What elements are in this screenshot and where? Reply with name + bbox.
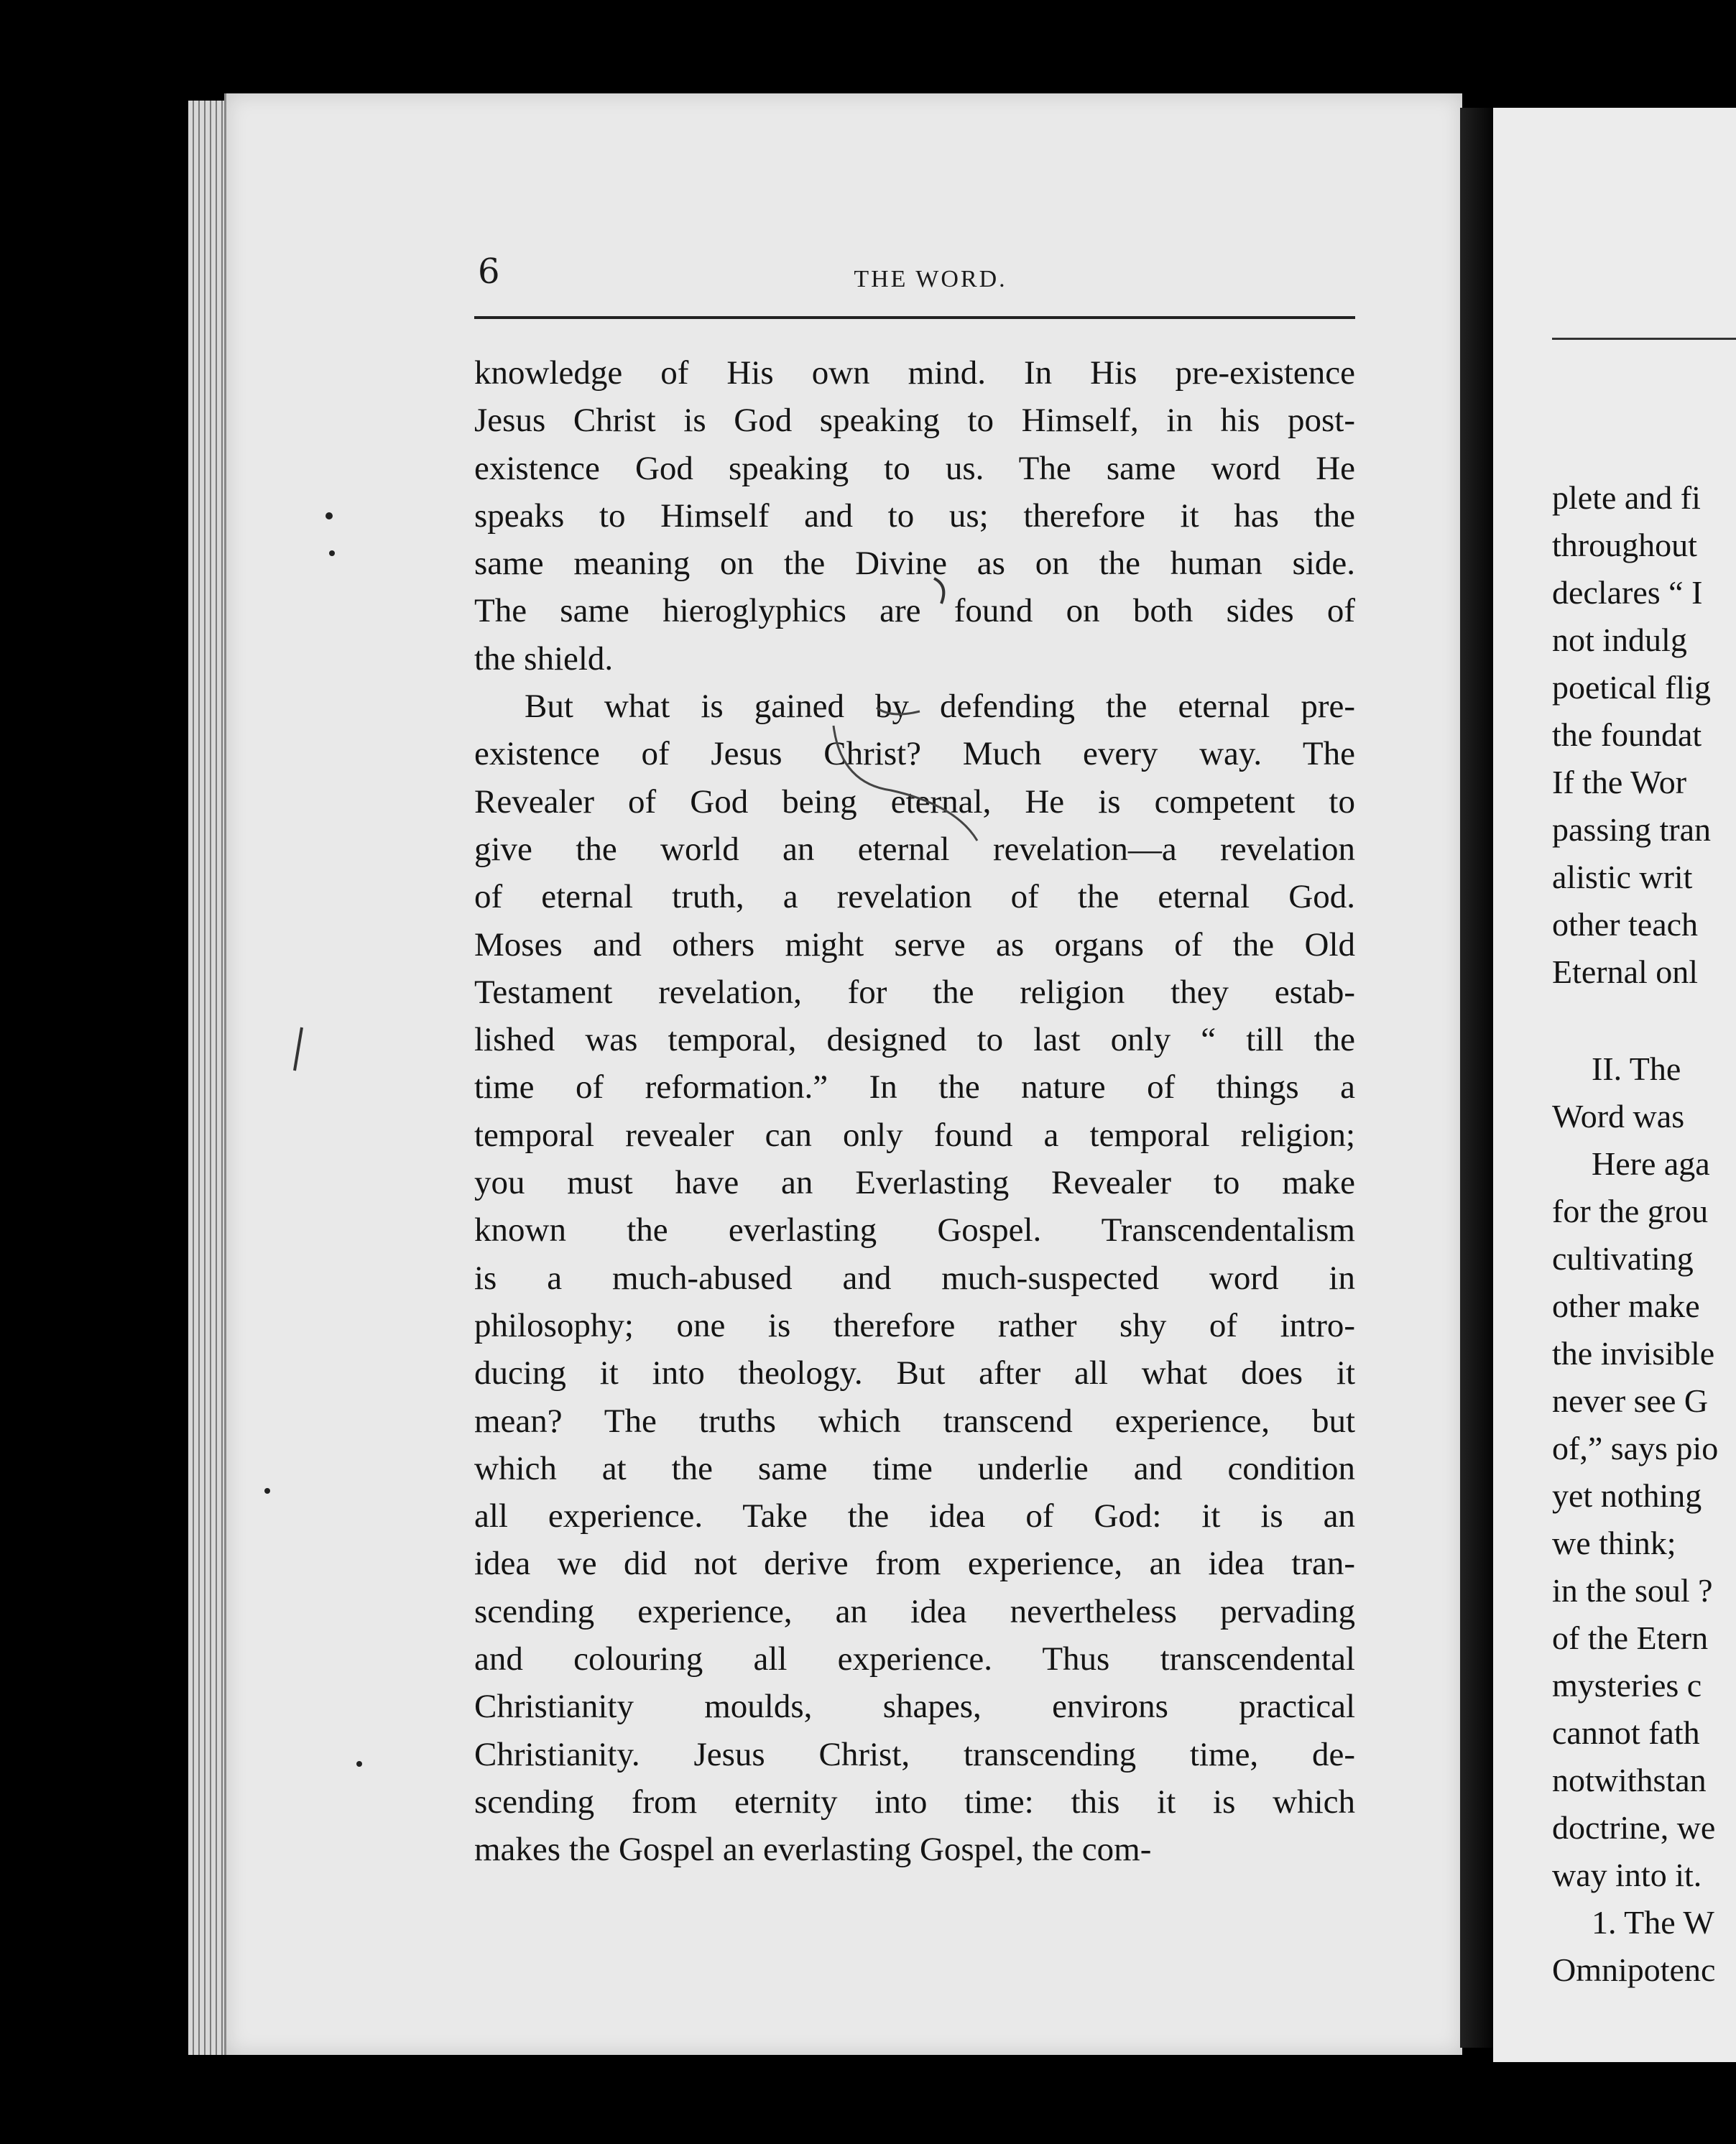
text-line: scending experience, an idea nevertheless pervading bbox=[474, 1592, 1355, 1630]
text-line: lished was temporal, designed to last only “ till the bbox=[474, 1021, 1355, 1059]
right-text-line: 1. The W bbox=[1592, 1904, 1714, 1941]
right-text-line: never see G bbox=[1552, 1382, 1709, 1419]
text-line: give the world an eternal revelation—a revelation bbox=[474, 830, 1355, 868]
right-text-line: we think; bbox=[1552, 1525, 1676, 1561]
book-gutter bbox=[1460, 108, 1493, 2048]
right-text-line: alistic writ bbox=[1552, 859, 1693, 895]
right-text-line: Here aga bbox=[1592, 1145, 1710, 1182]
text-line: you must have an Everlasting Revealer to make bbox=[474, 1164, 1355, 1202]
right-text-line: of,” says pio bbox=[1552, 1430, 1719, 1466]
text-line: time of reformation.” In the nature of things a bbox=[474, 1068, 1355, 1106]
right-text-line: other teach bbox=[1552, 906, 1699, 943]
right-text-line: If the Wor bbox=[1552, 764, 1687, 800]
right-text-line: in the soul ? bbox=[1552, 1572, 1713, 1609]
page-edge-stack bbox=[188, 101, 226, 2055]
right-text-line: yet nothing bbox=[1552, 1477, 1702, 1514]
text-line: all experience. Take the idea of God: it is an bbox=[474, 1497, 1355, 1535]
right-text-line: poetical flig bbox=[1552, 669, 1711, 706]
right-text-line: cultivating bbox=[1552, 1240, 1694, 1277]
text-line: speaks to Himself and to us; therefore it has the bbox=[474, 496, 1355, 535]
text-line: known the everlasting Gospel. Transcendentalism bbox=[474, 1211, 1355, 1249]
text-line: But what is gained by defending the eternal pre- bbox=[525, 688, 1355, 726]
right-text-line: other make bbox=[1552, 1288, 1700, 1324]
text-line: temporal revealer can only found a temporal religion; bbox=[474, 1116, 1355, 1154]
header-rule bbox=[474, 316, 1355, 319]
right-text-line: Omnipotenc bbox=[1552, 1951, 1716, 1988]
text-line: existence of Jesus Christ? Much every way. The bbox=[474, 735, 1355, 773]
right-text-line: throughout bbox=[1552, 527, 1697, 563]
right-page-text-bottom bbox=[1552, 1045, 1718, 1994]
right-page bbox=[1493, 108, 1736, 2062]
text-line: Christianity. Jesus Christ, transcending time, de- bbox=[474, 1735, 1355, 1773]
right-text-line: declares “ I bbox=[1552, 574, 1703, 611]
text-line: The same hieroglyphics are found on both sides of bbox=[474, 592, 1355, 630]
text-line: which at the same time underlie and condition bbox=[474, 1449, 1355, 1487]
right-text-line: for the grou bbox=[1552, 1193, 1709, 1229]
text-line: is a much-abused and much-suspected word in bbox=[474, 1259, 1355, 1297]
text-line: philosophy; one is therefore rather shy of intro- bbox=[474, 1306, 1355, 1344]
text-line: Revealer of God being eternal, He is competent to bbox=[474, 782, 1355, 821]
text-line: and colouring all experience. Thus transcendental bbox=[474, 1640, 1355, 1678]
text-line: idea we did not derive from experience, an idea tran- bbox=[474, 1545, 1355, 1583]
text-line: Christianity moulds, shapes, environs practical bbox=[474, 1688, 1355, 1726]
right-page-text-top bbox=[1552, 474, 1711, 996]
right-text-line: the invisible bbox=[1552, 1335, 1715, 1372]
right-text-line: notwithstan bbox=[1552, 1762, 1707, 1798]
running-head bbox=[259, 251, 1380, 302]
text-line: ducing it into theology. But after all what does it bbox=[474, 1354, 1355, 1392]
page-number: 6 bbox=[478, 251, 500, 292]
right-text-line: the foundat bbox=[1552, 716, 1702, 753]
running-head-title: THE WORD. bbox=[854, 266, 1007, 292]
right-text-line: cannot fath bbox=[1552, 1714, 1700, 1751]
right-text-line: way into it. bbox=[1552, 1857, 1702, 1893]
text-line: knowledge of His own mind. In His pre-existence bbox=[474, 354, 1355, 392]
text-line: Jesus Christ is God speaking to Himself, in his post- bbox=[474, 402, 1355, 440]
text-line: existence God speaking to us. The same word He bbox=[474, 449, 1355, 487]
right-text-line: Eternal onl bbox=[1552, 953, 1699, 990]
text-line: Testament revelation, for the religion they estab- bbox=[474, 973, 1355, 1011]
body-text bbox=[474, 349, 1355, 1874]
right-text-line: passing tran bbox=[1552, 811, 1712, 848]
right-text-line: of the Etern bbox=[1552, 1619, 1709, 1656]
text-line: makes the Gospel an everlasting Gospel, the com- bbox=[474, 1831, 1152, 1869]
right-section-heading: II. The bbox=[1592, 1050, 1681, 1087]
text-line: mean? The truths which transcend experience, but bbox=[474, 1402, 1355, 1440]
text-line: same meaning on the Divine as on the human side. bbox=[474, 545, 1355, 583]
right-text-line: doctrine, we bbox=[1552, 1809, 1716, 1846]
text-line: Moses and others might serve as organs of the Old bbox=[474, 925, 1355, 964]
text-line: the shield. bbox=[474, 639, 614, 678]
text-line: of eternal truth, a revelation of the eternal God. bbox=[474, 878, 1355, 916]
text-line: scending from eternity into time: this it is which bbox=[474, 1783, 1355, 1821]
right-text-line: plete and fi bbox=[1552, 479, 1701, 516]
right-text-line: mysteries c bbox=[1552, 1667, 1702, 1704]
right-text-line: Word was bbox=[1552, 1098, 1685, 1135]
right-page-rule bbox=[1552, 338, 1736, 340]
right-text-line: not indulg bbox=[1552, 622, 1687, 658]
